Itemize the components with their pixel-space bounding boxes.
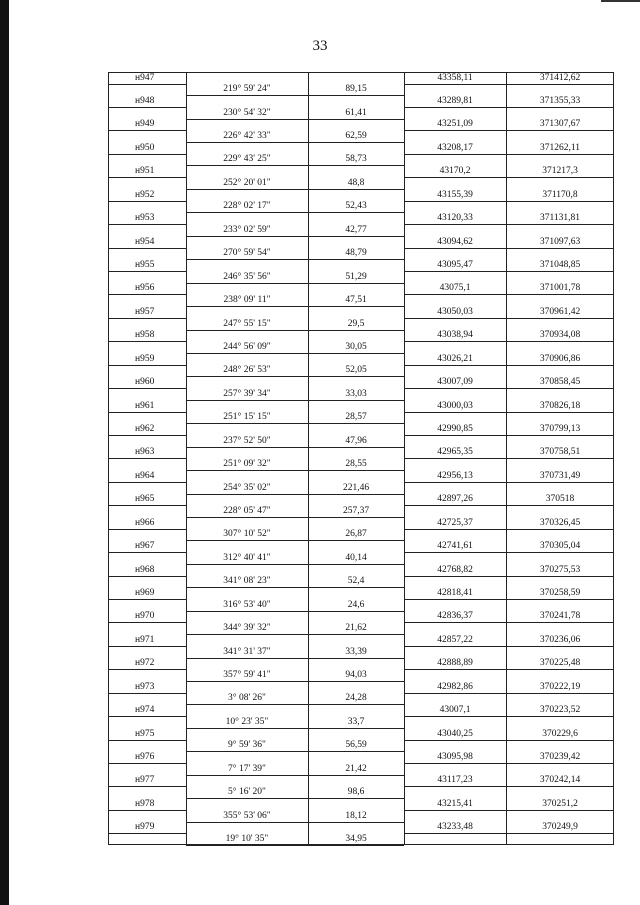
segment-underline [186, 400, 404, 401]
coordinate-y: 370731,49 [539, 470, 581, 481]
segment-underline [186, 611, 404, 612]
coordinate-underline [404, 177, 614, 178]
coordinate-x: 43117,23 [437, 775, 473, 786]
segment-length: 42,77 [345, 224, 367, 235]
point-underline [108, 810, 186, 811]
point-underline [108, 763, 186, 764]
coordinate-underline [404, 318, 614, 319]
direction-angle: 19° 10' 35" [225, 833, 269, 844]
direction-angle: 7° 17' 39" [228, 763, 266, 774]
segment-length: 52,43 [345, 201, 367, 212]
direction-angle: 257° 39' 34" [223, 388, 271, 399]
segment-length: 21,42 [345, 763, 367, 774]
segment-underline [186, 494, 404, 495]
point-label: н966 [135, 517, 155, 528]
segment-length: 33,03 [345, 388, 367, 399]
coordinate-y: 370222,19 [539, 681, 581, 692]
segment-length: 48,8 [347, 177, 365, 188]
direction-angle: 233° 02' 59" [223, 224, 271, 235]
point-underline [108, 716, 186, 717]
direction-angle: 355° 53' 06" [223, 810, 271, 821]
segment-underline [186, 236, 404, 237]
point-underline [108, 341, 186, 342]
coordinate-y: 370305,04 [539, 541, 581, 552]
coordinate-underline [404, 107, 614, 108]
point-underline [108, 130, 186, 131]
segment-underline [186, 142, 404, 143]
direction-angle: 247° 55' 15" [223, 318, 271, 329]
coordinate-x: 43289,81 [437, 95, 473, 106]
segment-underline [186, 517, 404, 518]
segment-underline [186, 798, 404, 799]
coordinate-underline [404, 505, 614, 506]
coordinate-underline [404, 786, 614, 787]
point-underline [108, 833, 186, 834]
point-underline [108, 552, 186, 553]
page-number: 33 [312, 38, 328, 54]
coordinate-y: 370242,14 [539, 775, 581, 786]
coordinate-x: 43026,21 [437, 353, 473, 364]
point-underline [108, 201, 186, 202]
segment-length: 62,59 [345, 131, 367, 142]
direction-angle: 316° 53' 40" [223, 599, 271, 610]
segment-underline [186, 845, 404, 846]
scan-edge [0, 0, 9, 905]
coordinate-y: 371307,67 [539, 119, 581, 130]
coordinate-x: 43095,47 [437, 259, 473, 270]
point-underline [108, 388, 186, 389]
point-underline [108, 740, 186, 741]
point-underline [108, 294, 186, 295]
coordinate-y: 371262,11 [539, 142, 581, 153]
direction-angle: 3° 08' 26" [228, 693, 266, 704]
segment-length: 47,51 [345, 295, 367, 306]
direction-angle: 251° 09' 32" [223, 459, 271, 470]
coordinate-x: 43094,62 [437, 236, 473, 247]
coordinate-underline [404, 271, 614, 272]
coordinate-y: 370258,59 [539, 587, 581, 598]
coordinate-underline [404, 763, 614, 764]
coordinate-y: 370826,18 [539, 400, 581, 411]
segment-underline [186, 259, 404, 260]
point-underline [108, 786, 186, 787]
coordinate-underline [404, 458, 614, 459]
point-label: н972 [135, 658, 155, 669]
point-label: н963 [135, 447, 155, 458]
point-label: н956 [135, 283, 155, 294]
coordinate-underline [404, 84, 614, 85]
segment-underline [186, 376, 404, 377]
direction-angle: 244° 56' 09" [223, 341, 271, 352]
point-label: н967 [135, 541, 155, 552]
segment-underline [186, 283, 404, 284]
coordinate-y: 370934,08 [539, 330, 581, 341]
coordinate-x: 43170,2 [439, 166, 471, 177]
direction-angle: 228° 05' 47" [223, 505, 271, 516]
coordinate-y: 371355,33 [539, 95, 581, 106]
coordinate-y: 370229,6 [542, 728, 578, 739]
point-label: н960 [135, 377, 155, 388]
direction-angle: 254° 35' 02" [223, 482, 271, 493]
segment-length: 89,15 [345, 84, 367, 95]
point-label: н961 [135, 400, 155, 411]
segment-underline [186, 330, 404, 331]
coordinate-x: 43007,1 [439, 705, 471, 716]
coordinate-underline [404, 576, 614, 577]
segment-length: 52,05 [345, 365, 367, 376]
segment-underline [186, 704, 404, 705]
direction-angle: 270° 59' 54" [223, 248, 271, 259]
coordinate-y: 371170,8 [542, 189, 578, 200]
segment-length: 24,28 [345, 693, 367, 704]
point-underline [108, 248, 186, 249]
point-underline [108, 224, 186, 225]
coordinate-x: 42741,61 [437, 541, 473, 552]
coordinate-y: 371097,63 [539, 236, 581, 247]
coordinate-underline [404, 810, 614, 811]
coordinate-x: 43120,33 [437, 213, 473, 224]
coordinate-y: 370275,53 [539, 564, 581, 575]
direction-angle: 246° 35' 56" [223, 271, 271, 282]
segment-length: 94,03 [345, 669, 367, 680]
point-label: н947 [135, 72, 155, 83]
point-label: н962 [135, 423, 155, 434]
coordinate-y: 370799,13 [539, 423, 581, 434]
segment-underline [186, 423, 404, 424]
point-label: н951 [135, 166, 155, 177]
segment-length: 98,6 [347, 787, 365, 798]
point-underline [108, 622, 186, 623]
segment-underline [186, 751, 404, 752]
scan-mark [601, 0, 640, 2]
segment-underline [186, 470, 404, 471]
point-underline [108, 505, 186, 506]
coordinate-x: 43358,11 [437, 72, 473, 83]
direction-angle: 248° 26' 53" [223, 365, 271, 376]
direction-angle: 229° 43' 25" [223, 154, 271, 165]
coordinate-y: 370236,06 [539, 634, 581, 645]
coordinate-x: 43208,17 [437, 142, 473, 153]
direction-angle: 357° 59' 41" [223, 669, 271, 680]
coordinate-y: 371412,62 [539, 72, 581, 83]
coordinate-underline [404, 130, 614, 131]
segment-length: 18,12 [345, 810, 367, 821]
point-label: н974 [135, 705, 155, 716]
point-label: н970 [135, 611, 155, 622]
point-underline [108, 576, 186, 577]
segment-length: 34,95 [345, 833, 367, 844]
coordinate-underline [404, 693, 614, 694]
segment-underline [186, 564, 404, 565]
point-label: н952 [135, 189, 155, 200]
coordinate-x: 42897,26 [437, 494, 473, 505]
coordinate-x: 43007,09 [437, 377, 473, 388]
point-underline [108, 318, 186, 319]
direction-angle: 344° 39' 32" [223, 623, 271, 634]
point-label: н973 [135, 681, 155, 692]
coordinate-x: 42836,37 [437, 611, 473, 622]
coordinate-y: 370241,78 [539, 611, 581, 622]
point-label: н968 [135, 564, 155, 575]
coordinate-x: 43038,94 [437, 330, 473, 341]
coordinate-y: 370906,86 [539, 353, 581, 364]
segment-length: 48,79 [345, 248, 367, 259]
direction-angle: 9° 59' 36" [228, 740, 266, 751]
segment-length: 26,87 [345, 529, 367, 540]
coordinate-underline [404, 294, 614, 295]
coordinate-y: 370518 [545, 494, 575, 505]
point-label: н955 [135, 259, 155, 270]
point-underline [108, 529, 186, 530]
coordinate-y: 370326,45 [539, 517, 581, 528]
coordinate-y: 370249,9 [542, 822, 578, 833]
segment-length: 51,29 [345, 271, 367, 282]
segment-length: 47,96 [345, 435, 367, 446]
direction-angle: 237° 52' 50" [223, 435, 271, 446]
point-label: н950 [135, 142, 155, 153]
coordinate-underline [404, 716, 614, 717]
coordinates-table [108, 72, 614, 845]
coordinate-x: 43000,03 [437, 400, 473, 411]
direction-angle: 312° 40' 41" [223, 552, 271, 563]
coordinate-x: 42725,37 [437, 517, 473, 528]
coordinate-y: 370239,42 [539, 751, 581, 762]
coordinate-y: 370758,51 [539, 447, 581, 458]
segment-underline [186, 728, 404, 729]
direction-angle: 226° 42' 33" [223, 131, 271, 142]
coordinate-x: 43155,39 [437, 189, 473, 200]
segment-length: 61,41 [345, 107, 367, 118]
segment-length: 52,4 [347, 576, 365, 587]
coordinate-y: 370961,42 [539, 306, 581, 317]
direction-angle: 307° 10' 52" [223, 529, 271, 540]
coordinate-x: 42818,41 [437, 587, 473, 598]
coordinate-y: 370225,48 [539, 658, 581, 669]
coordinate-underline [404, 341, 614, 342]
coordinate-y: 371217,3 [542, 166, 578, 177]
coordinate-y: 371048,85 [539, 259, 581, 270]
coordinate-x: 43040,25 [437, 728, 473, 739]
segment-length: 28,57 [345, 412, 367, 423]
segment-underline [186, 634, 404, 635]
coordinate-y: 370251,2 [542, 798, 578, 809]
segment-length: 28,55 [345, 459, 367, 470]
coordinate-x: 43095,98 [437, 751, 473, 762]
coordinate-underline [404, 201, 614, 202]
segment-length: 29,5 [347, 318, 365, 329]
point-underline [108, 599, 186, 600]
segment-length: 58,73 [345, 154, 367, 165]
point-underline [108, 482, 186, 483]
coordinate-underline [404, 622, 614, 623]
segment-underline [186, 587, 404, 588]
direction-angle: 251° 15' 15" [223, 412, 271, 423]
point-label: н979 [135, 822, 155, 833]
point-underline [108, 435, 186, 436]
coordinate-underline [404, 552, 614, 553]
coordinate-x: 43233,48 [437, 822, 473, 833]
coordinate-underline [404, 646, 614, 647]
coordinate-underline [404, 529, 614, 530]
point-underline [108, 107, 186, 108]
coordinate-underline [404, 154, 614, 155]
point-underline [108, 84, 186, 85]
segment-underline [186, 95, 404, 96]
coordinate-x: 42857,22 [437, 634, 473, 645]
segment-length: 24,6 [347, 599, 365, 610]
segment-underline [186, 447, 404, 448]
coordinate-y: 371001,78 [539, 283, 581, 294]
segment-underline [186, 119, 404, 120]
segment-underline [186, 212, 404, 213]
coordinate-underline [404, 365, 614, 366]
segment-underline [186, 681, 404, 682]
segment-underline [186, 822, 404, 823]
segment-length: 21,62 [345, 623, 367, 634]
point-label: н971 [135, 634, 155, 645]
coordinate-x: 42768,82 [437, 564, 473, 575]
point-label: н948 [135, 95, 155, 106]
point-label: н959 [135, 353, 155, 364]
point-label: н975 [135, 728, 155, 739]
segment-length: 56,59 [345, 740, 367, 751]
point-label: н958 [135, 330, 155, 341]
coordinate-underline [404, 248, 614, 249]
direction-angle: 230° 54' 32" [223, 107, 271, 118]
point-label: н978 [135, 798, 155, 809]
point-underline [108, 646, 186, 647]
point-underline [108, 669, 186, 670]
segment-length: 221,46 [342, 482, 370, 493]
coordinate-x: 43251,09 [437, 119, 473, 130]
coordinate-underline [404, 224, 614, 225]
coordinate-x: 42990,85 [437, 423, 473, 434]
direction-angle: 5° 16' 20" [228, 787, 266, 798]
coordinate-y: 371131,81 [539, 213, 581, 224]
coordinate-x: 42965,35 [437, 447, 473, 458]
coordinate-underline [404, 412, 614, 413]
coordinate-x: 42888,89 [437, 658, 473, 669]
segment-underline [186, 775, 404, 776]
point-label: н949 [135, 119, 155, 130]
coordinate-underline [404, 740, 614, 741]
coordinate-underline [404, 482, 614, 483]
coordinate-x: 43075,1 [439, 283, 471, 294]
direction-angle: 228° 02' 17" [223, 201, 271, 212]
segment-underline [186, 658, 404, 659]
point-label: н965 [135, 494, 155, 505]
segment-length: 33,39 [345, 646, 367, 657]
coordinate-y: 370858,45 [539, 377, 581, 388]
point-label: н953 [135, 213, 155, 224]
segment-length: 40,14 [345, 552, 367, 563]
coordinate-underline [404, 669, 614, 670]
segment-underline [186, 189, 404, 190]
point-label: н964 [135, 470, 155, 481]
point-underline [108, 693, 186, 694]
point-underline [108, 177, 186, 178]
direction-angle: 219° 59' 24" [223, 84, 271, 95]
coordinate-x: 42982,86 [437, 681, 473, 692]
coordinate-underline [404, 833, 614, 834]
coordinate-x: 42956,13 [437, 470, 473, 481]
segment-underline [186, 306, 404, 307]
direction-angle: 252° 20' 01" [223, 177, 271, 188]
point-label: н957 [135, 306, 155, 317]
point-label: н977 [135, 775, 155, 786]
coordinate-x: 43215,41 [437, 798, 473, 809]
segment-length: 33,7 [347, 716, 365, 727]
coordinate-underline [404, 599, 614, 600]
segment-underline [186, 353, 404, 354]
direction-angle: 341° 08' 23" [223, 576, 271, 587]
point-underline [108, 271, 186, 272]
point-underline [108, 154, 186, 155]
point-underline [108, 458, 186, 459]
segment-underline [186, 540, 404, 541]
segment-underline [186, 165, 404, 166]
coordinate-underline [404, 435, 614, 436]
direction-angle: 10° 23' 35" [225, 716, 269, 727]
direction-angle: 341° 31' 37" [223, 646, 271, 657]
point-label: н976 [135, 751, 155, 762]
point-label: н969 [135, 587, 155, 598]
coordinate-x: 43050,03 [437, 306, 473, 317]
segment-length: 257,37 [342, 505, 370, 516]
direction-angle: 238° 09' 11" [223, 295, 271, 306]
point-underline [108, 365, 186, 366]
point-label: н954 [135, 236, 155, 247]
coordinate-y: 370223,52 [539, 705, 581, 716]
segment-length: 30,05 [345, 341, 367, 352]
point-underline [108, 412, 186, 413]
table-border-bottom [108, 844, 614, 845]
coordinate-underline [404, 388, 614, 389]
